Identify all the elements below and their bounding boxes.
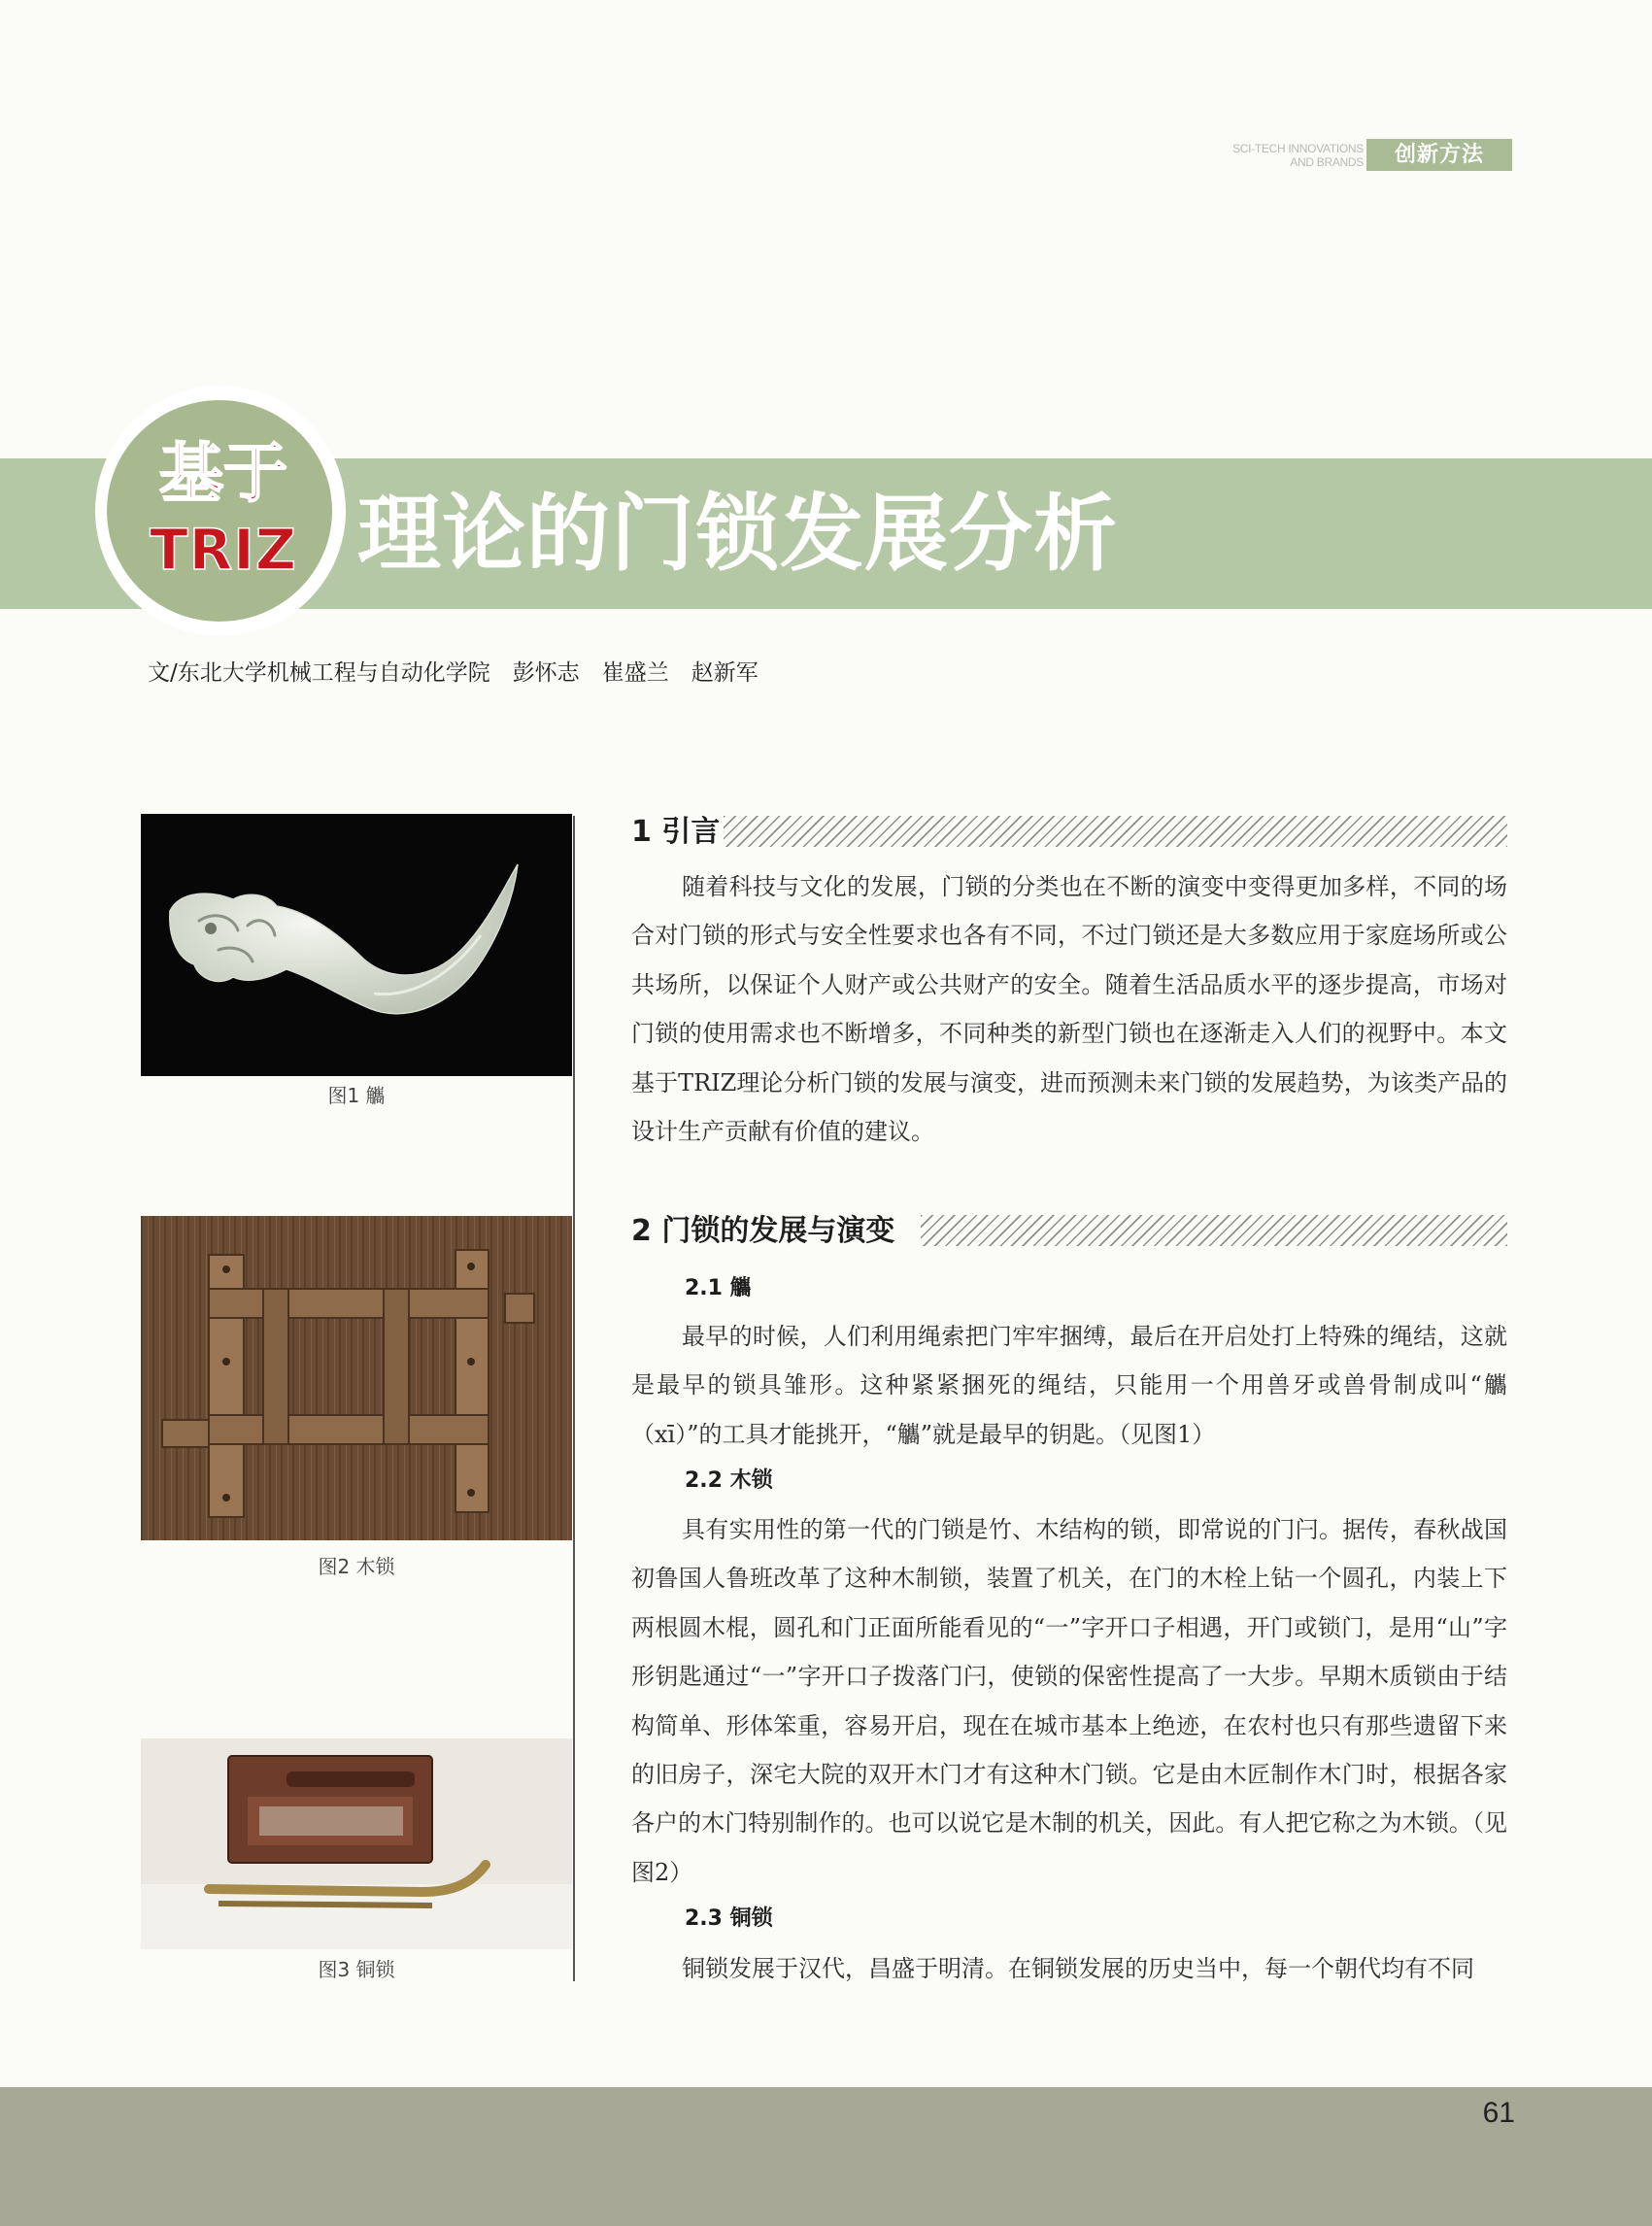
journal-english-name — [1193, 142, 1364, 169]
heading-hatch-decoration — [724, 816, 1507, 847]
subsection-heading-xi: 2.1 觿 — [685, 1276, 752, 1300]
figure-caption: 图1 觿 — [327, 1084, 386, 1107]
subsection-paragraph: 最早的时候，人们利用绳索把门牢牢捆缚，最后在开启处打上特殊的绳结，这就是最早的锁具雏形。这种紧紧捆死的绳结，只能用一个用兽牙或兽骨制成叫“觿（xī）”的工具才能挑开，“觿”就是最早的钥匙。（见图1） — [631, 1323, 1507, 1448]
byline: 文/东北大学机械工程与自动化学院 彭怀志 崔盛兰 赵新军 — [148, 660, 759, 686]
figure-caption: 图2 木锁 — [318, 1555, 395, 1578]
subsection-heading-copper-lock: 2.3 铜锁 — [685, 1906, 773, 1931]
figure-caption: 图3 铜锁 — [318, 1958, 395, 1981]
figure-xi-image — [141, 814, 572, 1076]
figure-copper-lock-image — [141, 1738, 572, 1949]
article-title: 理论的门锁发展分析 — [357, 486, 1118, 583]
journal-english-line1: SCI-TECH INNOVATIONS — [1232, 142, 1364, 155]
column-divider — [573, 816, 575, 1981]
section-paragraph: 随着科技与文化的发展，门锁的分类也在不断的演变中变得更加多样，不同的场合对门锁的形式与安全性要求也各有不同，不过门锁还是大多数应用于家庭场所或公共场所，以保证个人财产或公共财产的安全。随着生活品质水平的逐步提高，市场对门锁的使用需求也不断增多，不同种类的新型门锁也在逐渐走入人们的视野中。本文基于TRIZ理论分析门锁的发展与演变，进而预测未来门锁的发展趋势，为该类产品的设计生产贡献有价值的建议。 — [631, 873, 1507, 1146]
wooden-lock-illustration — [141, 1216, 572, 1540]
section-heading-introduction: 1 引言 — [631, 815, 721, 849]
copper-lock-illustration — [141, 1738, 572, 1949]
title-badge-line1: 基于 — [159, 436, 287, 511]
column-tag: 创新方法 — [1366, 139, 1512, 171]
jade-xi-illustration — [141, 814, 572, 1076]
subsection-heading-wooden-lock: 2.2 木锁 — [685, 1468, 773, 1493]
journal-english-line2: AND BRANDS — [1290, 155, 1364, 169]
figure-wooden-lock-image — [141, 1216, 572, 1540]
title-badge-line2: TRIZ — [150, 517, 297, 583]
page-number: 61 — [1482, 2097, 1515, 2129]
heading-hatch-decoration — [921, 1215, 1507, 1246]
section-heading-development: 2 门锁的发展与演变 — [631, 1214, 895, 1248]
subsection-paragraph: 具有实用性的第一代的门锁是竹、木结构的锁，即常说的门闩。据传，春秋战国初鲁国人鲁班改革了这种木制锁，装置了机关，在门的木栓上钻一个圆孔，内装上下两根圆木棍，圆孔和门正面所能看见的“一”字开口子相遇，开门或锁门，是用“山”字形钥匙通过“一”字开口子拨落门闩，使锁的保密性提高了一大步。早期木质锁由于结构简单、形体笨重，容易开启，现在在城市基本上绝迹，在农村也只有那些遗留下来的旧房子，深宅大院的双开木门才有这种木门锁。它是由木匠制作木门时，根据各家各户的木门特别制作的。也可以说它是木制的机关，因此。有人把它称之为木锁。（见图2） — [631, 1516, 1507, 1886]
footer-band — [0, 2087, 1652, 2226]
subsection-paragraph: 铜锁发展于汉代，昌盛于明清。在铜锁发展的历史当中，每一个朝代均有不同 — [682, 1955, 1474, 1982]
